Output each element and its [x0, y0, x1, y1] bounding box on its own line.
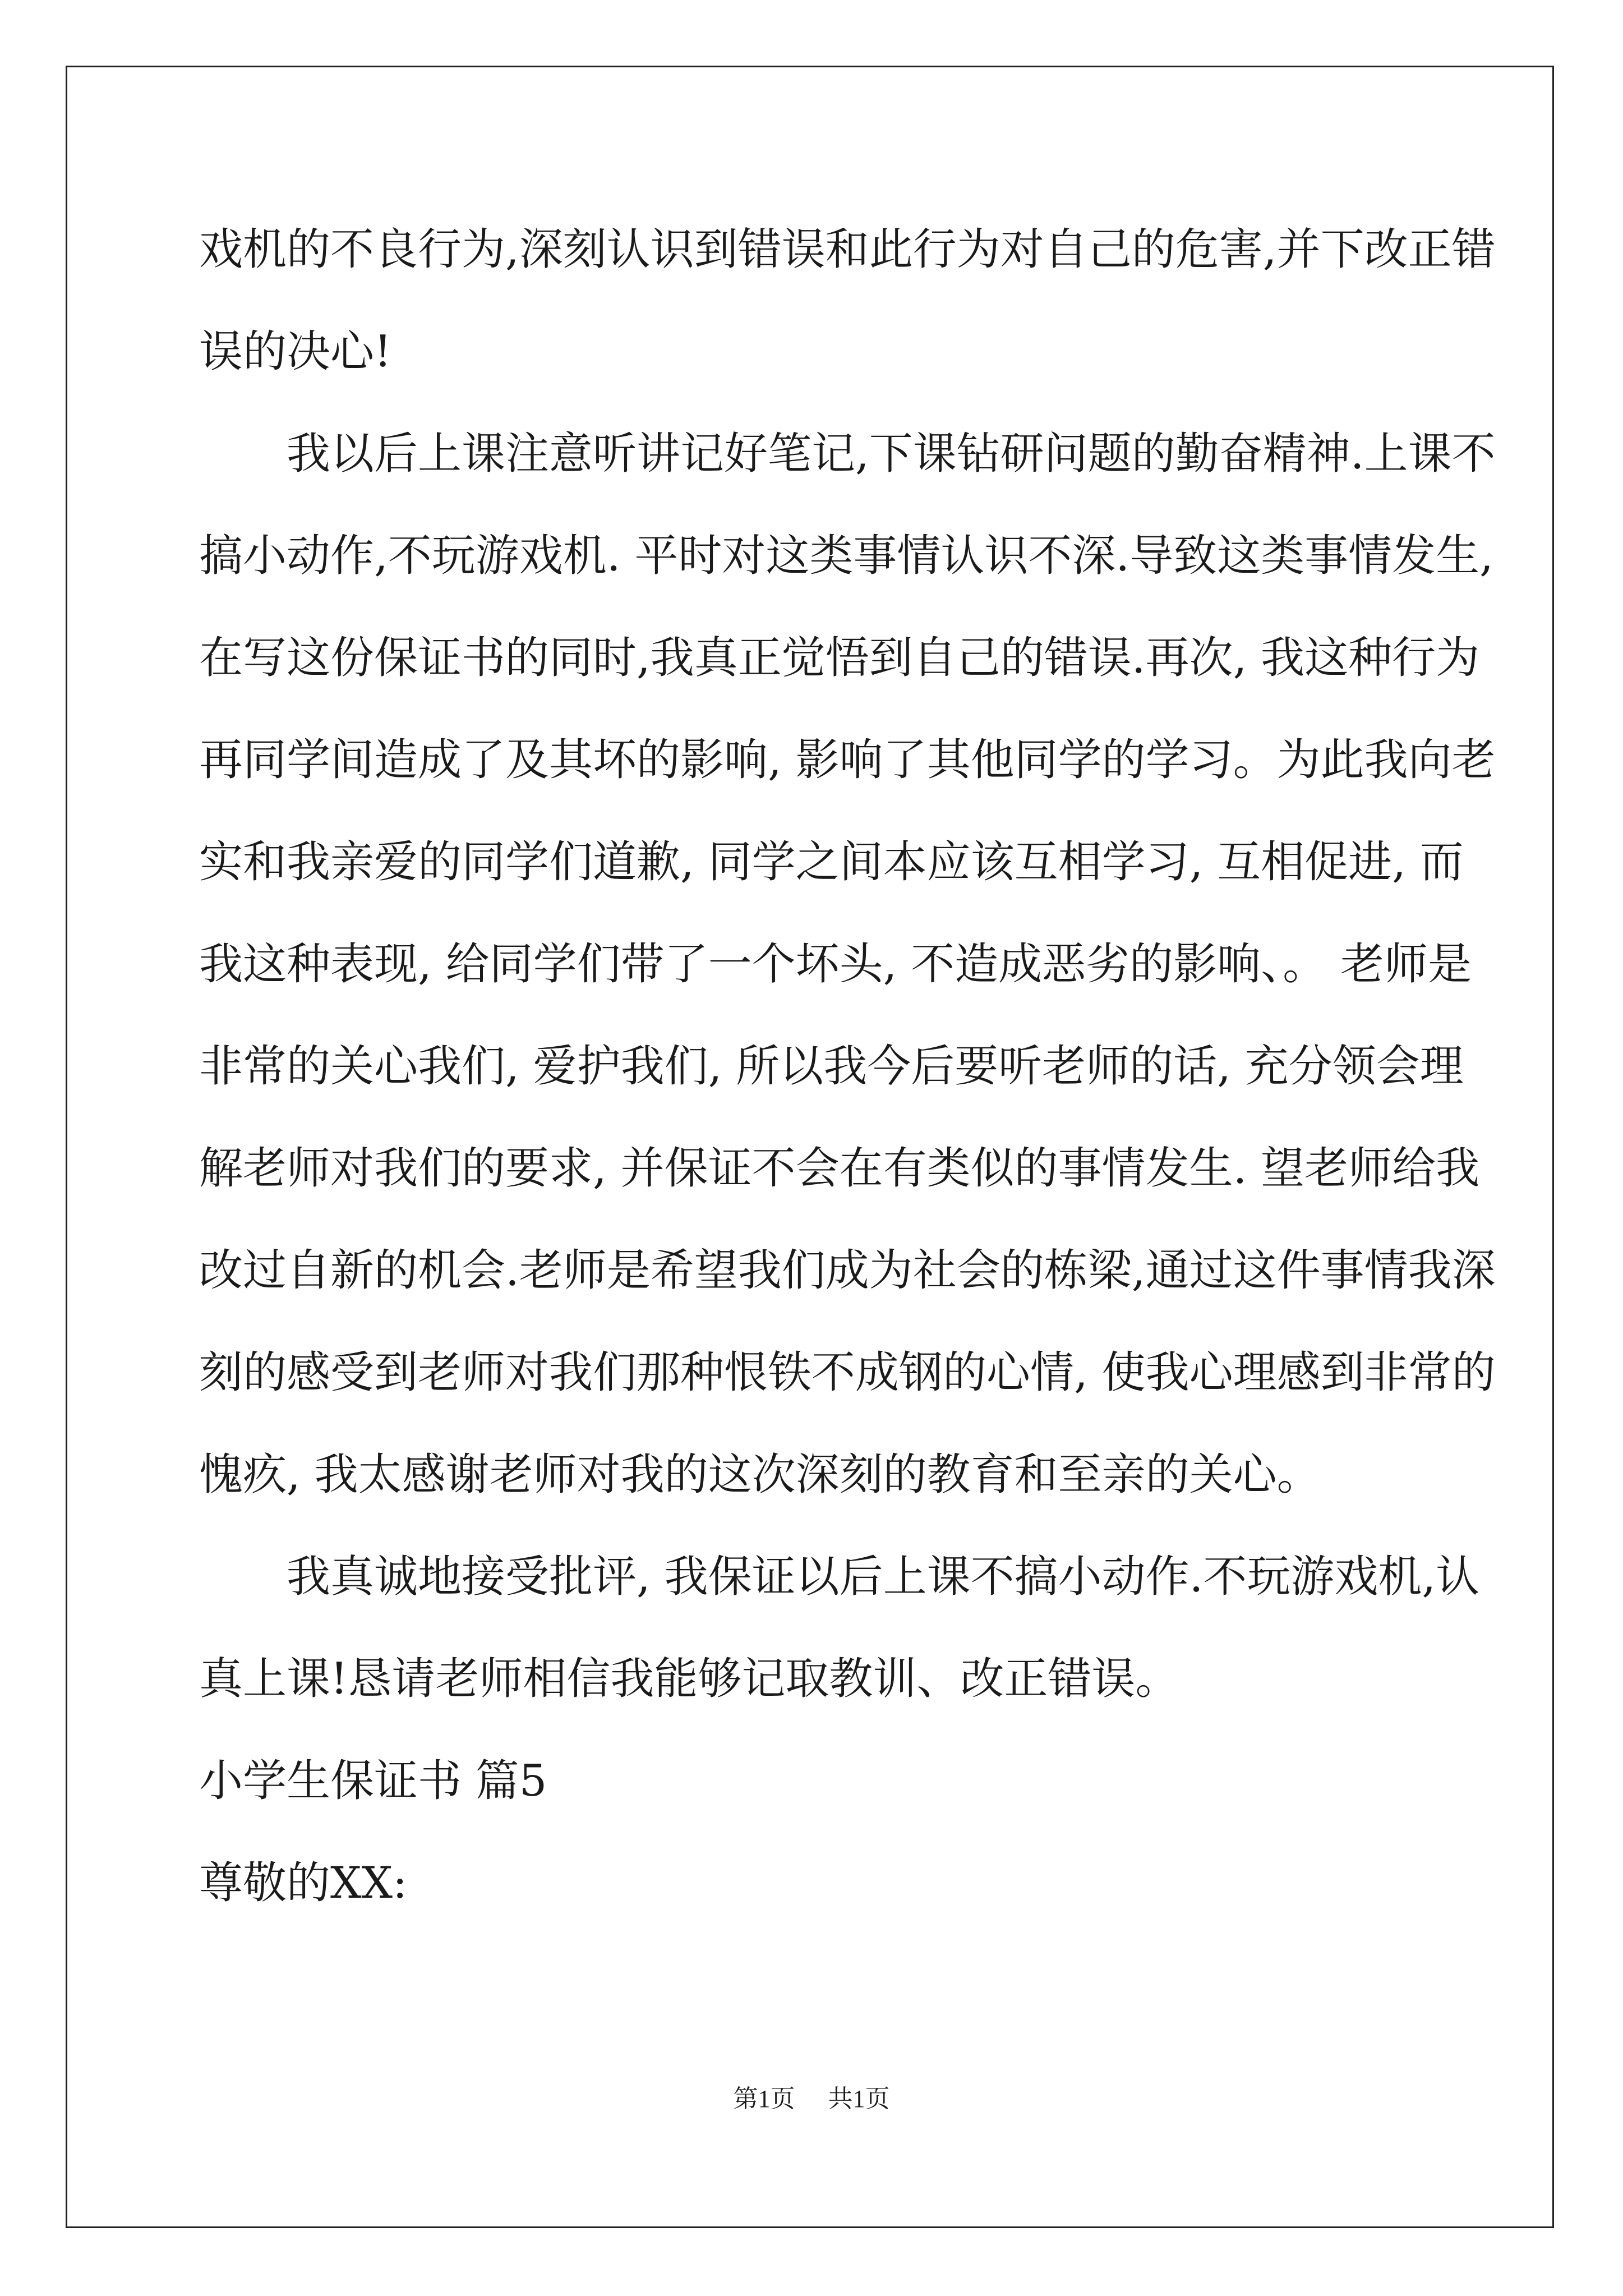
page-number: 第1页 [733, 2085, 795, 2113]
text-line: 再同学间造成了及其坏的影响, 影响了其他同学的学习。为此我向老 [199, 735, 1496, 785]
document-body [199, 210, 1496, 1946]
page-footer [0, 2082, 1623, 2116]
paragraph-first-line: 我以后上课注意听讲记好笔记,下课钻研问题的勤奋精神.上课不 [287, 429, 1496, 479]
paragraph-first-line: 我真诚地接受批评, 我保证以后上课不搞小动作.不玩游戏机,认 [287, 1552, 1480, 1602]
text-line: 解老师对我们的要求, 并保证不会在有类似的事情发生. 望老师给我 [199, 1143, 1480, 1194]
section-heading: 小学生保证书 篇5 [199, 1756, 547, 1806]
text-line: 我这种表现, 给同学们带了一个坏头, 不造成恶劣的影响、。 老师是 [199, 939, 1472, 990]
text-line: 在写这份保证书的同时,我真正觉悟到自己的错误.再次, 我这种行为 [199, 633, 1480, 683]
text-line: 搞小动作,不玩游戏机. 平时对这类事情认识不深.导致这类事情发生, [199, 531, 1493, 581]
text-line: 非常的关心我们, 爱护我们, 所以我今后要听老师的话, 充分领会理 [199, 1041, 1464, 1092]
text-line: 实和我亲爱的同学们道歉, 同学之间本应该互相学习, 互相促进, 而 [199, 837, 1464, 887]
text-line: 戏机的不良行为,深刻认识到错误和此行为对自己的危害,并下改正错 [199, 224, 1496, 275]
text-line: 刻的感受到老师对我们那种恨铁不成钢的心情, 使我心理感到非常的 [199, 1347, 1496, 1398]
salutation: 尊敬的XX: [199, 1858, 408, 1908]
text-line: 真上课!恳请老师相信我能够记取教训、改正错误。 [199, 1654, 1179, 1704]
text-line: 误的决心! [199, 326, 392, 377]
text-line: 愧疚, 我太感谢老师对我的这次深刻的教育和至亲的关心。 [199, 1450, 1321, 1500]
page-total: 共1页 [828, 2085, 890, 2113]
text-line: 改过自新的机会.老师是希望我们成为社会的栋梁,通过这件事情我深 [199, 1245, 1496, 1296]
